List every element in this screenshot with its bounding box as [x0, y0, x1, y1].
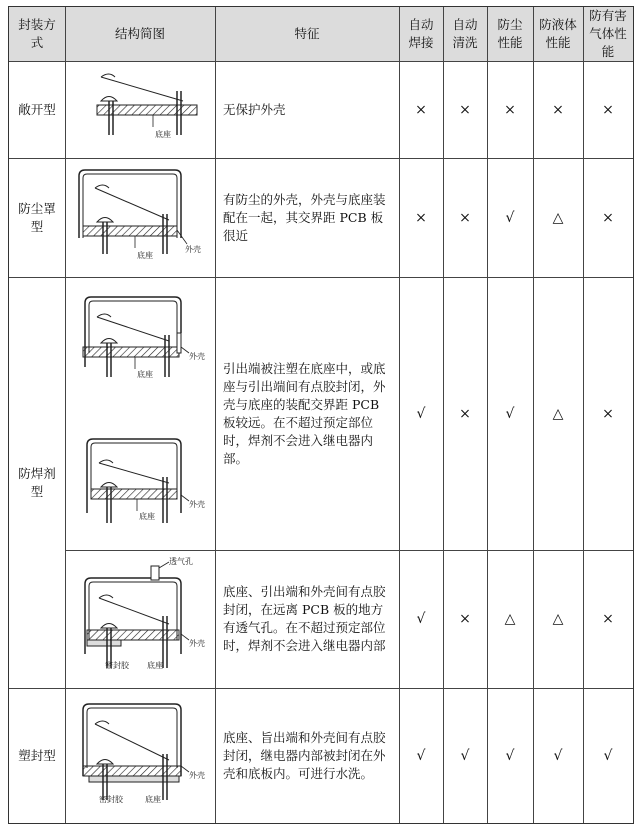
mark-open-dust: ×: [504, 101, 516, 118]
header-auto-weld: 自动焊接: [399, 7, 443, 61]
base-label: 底座: [137, 251, 153, 260]
seal-type-open: 敞开型: [18, 101, 56, 117]
mark-fluxb-dust: △: [504, 611, 516, 627]
mark-fluxa-liquid: △: [552, 405, 564, 422]
base-label: 底座: [139, 512, 155, 521]
shell-label: 外壳: [185, 245, 201, 254]
feature-plastic: [215, 688, 399, 823]
vent-label: 透气孔: [169, 557, 193, 566]
shell-label: 外壳: [189, 500, 205, 509]
plastic-seal-diagram: [65, 688, 215, 823]
header-dustproof: 防尘性能: [487, 7, 533, 61]
relay-seal-table: [8, 6, 634, 824]
mark-plastic-liquid: √: [553, 747, 563, 764]
header-seal-type: 封装方式: [9, 7, 65, 61]
mark-fluxa-clean: ×: [459, 405, 471, 422]
mark-dustcover-clean: ×: [459, 209, 471, 226]
shell-label: 外壳: [189, 639, 205, 648]
mark-dustcover-liquid: △: [552, 209, 564, 226]
mark-fluxb-gas: ×: [602, 611, 614, 627]
sealant-label: 密封胶: [105, 661, 129, 670]
feature-fluxproof-b: [215, 550, 399, 688]
header-feature: 特征: [215, 7, 399, 61]
mark-open-gas: ×: [602, 101, 614, 118]
dustcover-diagram: [65, 158, 215, 277]
mark-open-clean: ×: [459, 101, 471, 118]
feature-open-text: 无保护外壳: [223, 101, 286, 117]
mark-fluxa-gas: ×: [602, 405, 614, 422]
feature-dustcover-text: 有防尘的外壳，外壳与底座装配在一起，其交界距 PCB 板很近: [223, 191, 386, 243]
seal-type-plastic: 塑封型: [18, 747, 56, 763]
feature-fluxproof-b-text: 底座、引出端和外壳间有点胶封闭，在远离 PCB 板的地方有透气孔。在不超过预定部位时，焊剂不会进入继电器内部: [223, 584, 386, 653]
header-gasproof: 防有害气体性能: [583, 7, 633, 61]
seal-type-dustcover: 防尘罩型: [18, 200, 56, 234]
base-label: 底座: [145, 795, 161, 804]
shell-label: 外壳: [189, 771, 205, 780]
base-label: 底座: [155, 130, 171, 139]
mark-open-liquid: ×: [552, 101, 564, 118]
feature-open: [215, 61, 399, 158]
base-label: 底座: [137, 370, 153, 379]
mark-fluxb-clean: ×: [459, 611, 471, 627]
feature-plastic-text: 底座、旨出端和外壳间有点胶封闭，继电器内部被封闭在外壳和底板内。可进行水洗。: [223, 729, 386, 781]
mark-fluxb-liquid: △: [552, 611, 564, 627]
feature-fluxproof-a-text: 引出端被注塑在底座中，或底座与引出端间有点胶封闭，外壳与底座的装配交界距 PCB 板较远。在不超过预定部位时，焊剂不会进入继电器内部。: [223, 360, 386, 466]
fluxproof-diagram-a: [65, 277, 215, 550]
mark-dustcover-weld: ×: [415, 209, 427, 226]
feature-dustcover: [215, 158, 399, 277]
seal-type-fluxproof: 防焊剂型: [18, 465, 56, 499]
header-liquidproof: 防液体性能: [533, 7, 583, 61]
header-diagram: 结构简图: [65, 7, 215, 61]
feature-fluxproof-a: [215, 277, 399, 550]
header-auto-clean: 自动清洗: [443, 7, 487, 61]
mark-plastic-gas: √: [603, 747, 613, 764]
mark-fluxa-dust: √: [505, 405, 515, 422]
mark-open-weld: ×: [415, 101, 427, 118]
mark-dustcover-gas: ×: [602, 209, 614, 226]
open-type-diagram: [65, 61, 215, 158]
mark-fluxa-weld: √: [416, 405, 426, 422]
mark-dustcover-dust: √: [505, 209, 515, 226]
mark-plastic-dust: √: [505, 747, 515, 764]
fluxproof-vent-diagram: [65, 550, 215, 688]
mark-fluxb-weld: √: [416, 611, 426, 627]
mark-plastic-weld: √: [416, 747, 426, 764]
base-label: 底座: [147, 661, 163, 670]
sealant-label: 密封胶: [99, 795, 123, 804]
mark-plastic-clean: √: [460, 747, 470, 764]
shell-label: 外壳: [189, 352, 205, 361]
